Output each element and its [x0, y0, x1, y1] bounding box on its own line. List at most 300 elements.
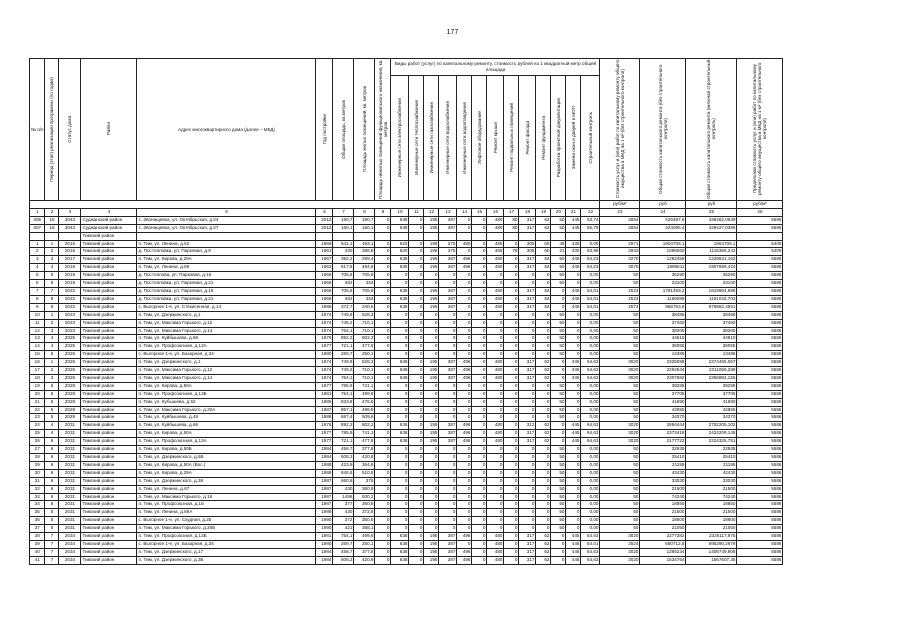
column-number: 19: [536, 208, 551, 216]
table-cell: 0: [472, 224, 487, 232]
table-cell: 0: [504, 477, 519, 485]
table-cell: 0: [439, 485, 457, 493]
table-cell: 0: [424, 343, 439, 351]
table-cell: 0: [504, 280, 519, 288]
table-row: [30, 398, 783, 406]
table-cell: [519, 232, 536, 240]
table-cell: 387: [439, 295, 457, 303]
table-cell: 22935: [686, 446, 737, 454]
table-cell: 2524: [600, 540, 640, 548]
table-cell: 423,9: [333, 461, 354, 469]
table-cell: 0: [487, 390, 504, 398]
table-cell: 499,8: [354, 533, 375, 541]
table-cell: 0: [375, 540, 391, 548]
table-cell: 5586: [737, 382, 783, 390]
header-work-type: Ремонт подвальных помещений: [504, 76, 519, 201]
table-cell: 0: [391, 398, 409, 406]
table-cell: 0: [409, 469, 424, 477]
table-cell: 23100: [686, 280, 737, 288]
table-cell: 1963: [316, 264, 333, 272]
table-cell: 0: [566, 327, 581, 335]
table-cell: 1904708,1: [640, 240, 686, 248]
table-cell: 5586: [737, 414, 783, 422]
table-cell: 4: [45, 422, 59, 430]
table-cell: 0: [391, 517, 409, 525]
table-cell: 0: [375, 556, 391, 564]
table-cell: 195: [424, 422, 439, 430]
table-cell: 195: [424, 540, 439, 548]
header-work-type: Лифтовое оборудование: [472, 76, 487, 201]
table-cell: 1967: [316, 256, 333, 264]
table-cell: 50: [600, 501, 640, 509]
table-cell: 50: [551, 446, 566, 454]
table-cell: 195: [424, 295, 439, 303]
table-cell: 195: [424, 287, 439, 295]
table-cell: 25: [30, 430, 45, 438]
table-cell: 0: [424, 509, 439, 517]
table-cell: 0: [519, 461, 536, 469]
table-cell: Тимский район: [81, 430, 137, 438]
table-cell: 0: [375, 548, 391, 556]
table-body: [30, 216, 783, 564]
table-cell: 50: [551, 414, 566, 422]
table-cell: 0: [375, 485, 391, 493]
table-cell: 0: [519, 501, 536, 509]
table-cell: 493,1: [354, 240, 375, 248]
table-cell: 0: [409, 351, 424, 359]
table-cell: 5: [30, 272, 45, 280]
table-cell: 2028: [59, 382, 81, 390]
table-cell: 0,00: [581, 509, 600, 517]
table-cell: 0: [375, 446, 391, 454]
table-cell: 480: [487, 540, 504, 548]
table-cell: 3270: [600, 256, 640, 264]
table-cell: 387: [439, 533, 457, 541]
table-cell: 317: [519, 374, 536, 382]
table-cell: 480: [487, 367, 504, 375]
table-cell: 0,00: [581, 461, 600, 469]
table-cell: 420,8: [354, 454, 375, 462]
table-cell: 0: [472, 256, 487, 264]
table-row: [30, 240, 783, 248]
table-row: [30, 374, 783, 382]
table-cell: 0: [536, 461, 551, 469]
table-cell: 2: [45, 367, 59, 375]
table-cell: 480: [487, 224, 504, 232]
table-cell: 5586: [737, 303, 783, 311]
table-cell: 317: [519, 303, 536, 311]
table-cell: 13485: [686, 351, 737, 359]
table-cell: 50: [600, 493, 640, 501]
table-cell: 50: [551, 525, 566, 533]
table-cell: 0: [519, 390, 536, 398]
column-number: 8: [354, 208, 375, 216]
table-cell: п. Тим, ул. Максима Горького, д.20Б: [137, 525, 316, 533]
table-cell: 41690: [686, 398, 737, 406]
table-cell: 1: [45, 359, 59, 367]
table-cell: Тимский район: [81, 406, 137, 414]
table-cell: 0: [375, 477, 391, 485]
table-cell: 638: [391, 533, 409, 541]
table-cell: 445: [566, 438, 581, 446]
table-cell: 0: [472, 390, 487, 398]
table-cell: 317: [519, 540, 536, 548]
table-cell: 0: [566, 272, 581, 280]
table-cell: 0: [457, 272, 472, 280]
table-cell: 0: [391, 454, 409, 462]
column-number: 10: [391, 208, 409, 216]
table-cell: 0: [472, 240, 487, 248]
table-cell: 480: [487, 533, 504, 541]
table-cell: 62: [536, 533, 551, 541]
table-cell: 0: [391, 493, 409, 501]
table-cell: 62: [536, 422, 551, 430]
table-cell: 0: [375, 533, 391, 541]
table-cell: 317: [519, 359, 536, 367]
table-cell: 480: [487, 256, 504, 264]
table-cell: 0: [472, 548, 487, 556]
table-cell: 0,00: [581, 501, 600, 509]
table-cell: 3: [45, 256, 59, 264]
table-cell: 0: [424, 501, 439, 509]
table-cell: 0: [439, 461, 457, 469]
table-cell: 50: [551, 454, 566, 462]
table-cell: 0: [424, 454, 439, 462]
table-cell: 33: [30, 493, 45, 501]
table-cell: 317: [519, 548, 536, 556]
table-cell: с. Выгорное 1-е, ул. Стекисенная, д.14: [137, 303, 316, 311]
table-cell: 0: [409, 548, 424, 556]
table-cell: 480: [457, 240, 472, 248]
table-cell: 0: [504, 374, 519, 382]
table-cell: 496: [457, 438, 472, 446]
table-cell: 0: [504, 335, 519, 343]
table-cell: 710,1: [354, 327, 375, 335]
table-cell: 754,1: [333, 533, 354, 541]
unit-cost-per-m2: руб/м²: [600, 201, 640, 209]
table-cell: 6: [45, 454, 59, 462]
table-cell: 1966: [316, 295, 333, 303]
table-cell: 3070: [600, 264, 640, 272]
table-cell: 0: [424, 525, 439, 533]
table-cell: 2031: [59, 430, 81, 438]
table-cell: 430: [333, 485, 354, 493]
table-cell: 16: [45, 224, 59, 232]
table-cell: 2: [45, 319, 59, 327]
table-cell: 0: [375, 280, 391, 288]
table-cell: 0: [551, 422, 566, 430]
table-cell: 445: [566, 374, 581, 382]
table-cell: 0: [409, 461, 424, 469]
table-cell: 376: [354, 477, 375, 485]
table-cell: 54,01: [581, 287, 600, 295]
table-cell: 50: [551, 485, 566, 493]
table-cell: 496: [457, 556, 472, 564]
table-cell: 2029: [59, 414, 81, 422]
table-cell: 9: [30, 303, 45, 311]
table-cell: 0: [519, 454, 536, 462]
table-cell: Тимский район: [81, 367, 137, 375]
table-cell: 50: [551, 461, 566, 469]
table-cell: 0: [375, 311, 391, 319]
table-cell: 0: [409, 517, 424, 525]
table-cell: 0: [391, 272, 409, 280]
table-cell: 43430: [640, 469, 686, 477]
table-cell: 0: [391, 280, 409, 288]
table-cell: 638: [391, 374, 409, 382]
table-cell: 3020: [600, 367, 640, 375]
table-cell: 3020: [600, 422, 640, 430]
table-cell: 1166088: [640, 295, 686, 303]
table-cell: 55,79: [581, 224, 600, 232]
table-cell: 0: [457, 280, 472, 288]
table-cell: Тимский район: [81, 248, 137, 256]
table-cell: 6: [45, 438, 59, 446]
table-cell: 1534764: [640, 556, 686, 564]
table-cell: 499,8: [354, 390, 375, 398]
table-cell: 0: [504, 359, 519, 367]
table-cell: 1987: [316, 485, 333, 493]
table-cell: с. Выгорное 1-е, ул. Базарная, д.34: [137, 540, 316, 548]
table-cell: 745,2: [333, 319, 354, 327]
table-cell: 0: [409, 533, 424, 541]
table-row: [30, 438, 783, 446]
table-cell: 0: [536, 469, 551, 477]
table-row: [30, 359, 783, 367]
table-cell: 0: [472, 493, 487, 501]
table-cell: 42855: [640, 406, 686, 414]
table-cell: 33030: [686, 477, 737, 485]
table-cell: 0: [457, 303, 472, 311]
table-cell: 0: [536, 414, 551, 422]
table-cell: 445: [566, 422, 581, 430]
table-cell: 424095,4: [640, 224, 686, 232]
table-cell: 317: [519, 367, 536, 375]
table-cell: 317: [519, 430, 536, 438]
table-cell: 892,2: [333, 422, 354, 430]
table-cell: 2043: [59, 216, 81, 224]
table-cell: 48: [551, 240, 566, 248]
table-cell: 2031: [59, 517, 81, 525]
table-cell: 54,01: [581, 303, 600, 311]
table-cell: 2043: [59, 224, 81, 232]
table-cell: 0: [472, 216, 487, 224]
table-cell: п. Тим, ул. Ленина, д.69А: [137, 509, 316, 517]
table-cell: п. Тим, ул. Кирова, д.29А: [137, 469, 316, 477]
column-number: 20: [551, 208, 566, 216]
header-status: Статус дома: [59, 59, 81, 201]
table-cell: 0: [504, 548, 519, 556]
table-cell: 0: [566, 335, 581, 343]
table-cell: 0: [409, 327, 424, 335]
table-cell: 14: [30, 343, 45, 351]
table-cell: Тимский район: [81, 232, 137, 240]
table-cell: 0: [536, 485, 551, 493]
table-cell: 250,1: [354, 351, 375, 359]
table-cell: 0: [536, 382, 551, 390]
table-cell: 445: [566, 430, 581, 438]
table-cell: [333, 232, 354, 240]
table-cell: 0: [375, 216, 391, 224]
table-cell: 0: [439, 501, 457, 509]
table-cell: 480: [487, 359, 504, 367]
table-cell: 0: [375, 224, 391, 232]
table-cell: 1966: [316, 280, 333, 288]
table-cell: Тимский район: [81, 327, 137, 335]
table-cell: 0: [409, 493, 424, 501]
table-cell: 0: [519, 272, 536, 280]
table-cell: 721,1: [333, 438, 354, 446]
table-cell: 0: [504, 501, 519, 509]
table-cell: 6: [45, 469, 59, 477]
table-cell: п. Тим, ул. Куйбышева, д.66: [137, 422, 316, 430]
table-cell: 0: [409, 359, 424, 367]
table-cell: 0: [472, 509, 487, 517]
table-cell: 388,6: [354, 248, 375, 256]
table-cell: 2026: [59, 374, 81, 382]
table-cell: 50: [600, 398, 640, 406]
table-cell: 0: [409, 295, 424, 303]
table-cell: 496: [457, 367, 472, 375]
table-cell: 5586: [737, 430, 783, 438]
table-cell: 10: [30, 311, 45, 319]
table-cell: 1974: [316, 327, 333, 335]
table-cell: 3020: [600, 548, 640, 556]
table-cell: 0: [504, 517, 519, 525]
table-cell: 0: [457, 382, 472, 390]
table-cell: 0: [409, 438, 424, 446]
table-cell: 638: [391, 359, 409, 367]
table-cell: 476,8: [354, 398, 375, 406]
table-cell: 445: [566, 216, 581, 224]
table-cell: 1819964,998: [686, 287, 737, 295]
table-cell: 5586: [737, 517, 783, 525]
table-cell: 38205: [640, 327, 686, 335]
header-num: № п/п: [30, 59, 45, 201]
table-cell: 1191042,703: [686, 295, 737, 303]
table-cell: [59, 232, 81, 240]
column-number: 18: [519, 208, 536, 216]
table-cell: п. Тим, ул. Ленина, д.59: [137, 264, 316, 272]
table-cell: 307: [30, 224, 45, 232]
table-cell: 60: [536, 248, 551, 256]
table-row: [30, 406, 783, 414]
table-cell: 1229631,162: [686, 256, 737, 264]
table-cell: 2311059,288: [686, 367, 737, 375]
table-cell: 0: [375, 351, 391, 359]
header-work-type: Разработка проектной документации: [551, 76, 566, 201]
table-cell: 2: [45, 248, 59, 256]
table-cell: 0: [457, 248, 472, 256]
table-cell: 0,00: [581, 454, 600, 462]
table-cell: 0,00: [581, 280, 600, 288]
table-cell: [375, 232, 391, 240]
table-cell: Тимский район: [81, 311, 137, 319]
table-cell: 387: [439, 359, 457, 367]
table-cell: 0: [409, 264, 424, 272]
table-cell: 54,01: [581, 295, 600, 303]
table-cell: 39: [30, 540, 45, 548]
table-cell: 0: [504, 303, 519, 311]
table-cell: 430: [566, 248, 581, 256]
table-cell: 0: [439, 343, 457, 351]
table-cell: 0: [409, 501, 424, 509]
table-cell: 0: [439, 351, 457, 359]
table-cell: 496: [457, 256, 472, 264]
table-cell: 0: [472, 335, 487, 343]
table-cell: 436462,0639: [686, 216, 737, 224]
table-cell: 62: [536, 216, 551, 224]
table-cell: 0: [504, 287, 519, 295]
table-cell: 0: [409, 240, 424, 248]
table-cell: 1981: [316, 390, 333, 398]
table-cell: 62: [536, 295, 551, 303]
table-cell: 0: [504, 295, 519, 303]
table-cell: 1977: [316, 438, 333, 446]
table-cell: 64,63: [581, 438, 600, 446]
table-cell: 3: [45, 374, 59, 382]
table-cell: 421: [333, 525, 354, 533]
table-cell: 509,6: [354, 414, 375, 422]
table-cell: 62: [536, 256, 551, 264]
table-cell: 0: [472, 351, 487, 359]
table-cell: 0: [409, 446, 424, 454]
table-cell: 0: [472, 446, 487, 454]
table-cell: 2031: [59, 469, 81, 477]
column-number: 5: [137, 208, 316, 216]
table-cell: 0: [551, 367, 566, 375]
table-cell: 64,63: [581, 533, 600, 541]
table-cell: 638: [391, 556, 409, 564]
header-total-area: Общая площадь, кв.метров: [333, 59, 354, 201]
table-cell: 0: [472, 469, 487, 477]
table-cell: 0: [536, 501, 551, 509]
table-cell: 387: [439, 287, 457, 295]
table-cell: 0: [566, 477, 581, 485]
table-cell: Тимский район: [81, 287, 137, 295]
table-cell: 0,00: [581, 272, 600, 280]
table-cell: 50: [551, 517, 566, 525]
table-cell: п. Тим, ул. Профсоюзная, д.15: [137, 501, 316, 509]
table-cell: 687,4: [333, 414, 354, 422]
table-cell: п. Тим, ул. Профсоюзная, д.13А: [137, 343, 316, 351]
header-work-type: Инженерные сети теплоснабжения: [409, 76, 424, 201]
table-cell: 0: [472, 461, 487, 469]
table-cell: 0: [487, 454, 504, 462]
table-cell: 2012: [316, 216, 333, 224]
table-cell: Тимский район: [81, 469, 137, 477]
table-cell: 846,6: [333, 469, 354, 477]
table-cell: 0: [424, 461, 439, 469]
table-cell: 0: [504, 430, 519, 438]
table-cell: 0: [504, 414, 519, 422]
table-cell: 50: [600, 319, 640, 327]
table-cell: 2026: [59, 359, 81, 367]
table-cell: 956753,8: [640, 303, 686, 311]
table-cell: 50: [551, 335, 566, 343]
table-cell: 0: [391, 461, 409, 469]
table-cell: 426487,8: [640, 216, 686, 224]
table-cell: 1984: [316, 556, 333, 564]
table-cell: 387: [439, 556, 457, 564]
table-cell: [551, 232, 566, 240]
table-cell: 420,8: [354, 556, 375, 564]
table-cell: Тимский район: [81, 256, 137, 264]
table-cell: 0: [409, 216, 424, 224]
table-cell: 0,00: [581, 493, 600, 501]
table-cell: 0,00: [581, 343, 600, 351]
table-cell: 892,2: [333, 335, 354, 343]
